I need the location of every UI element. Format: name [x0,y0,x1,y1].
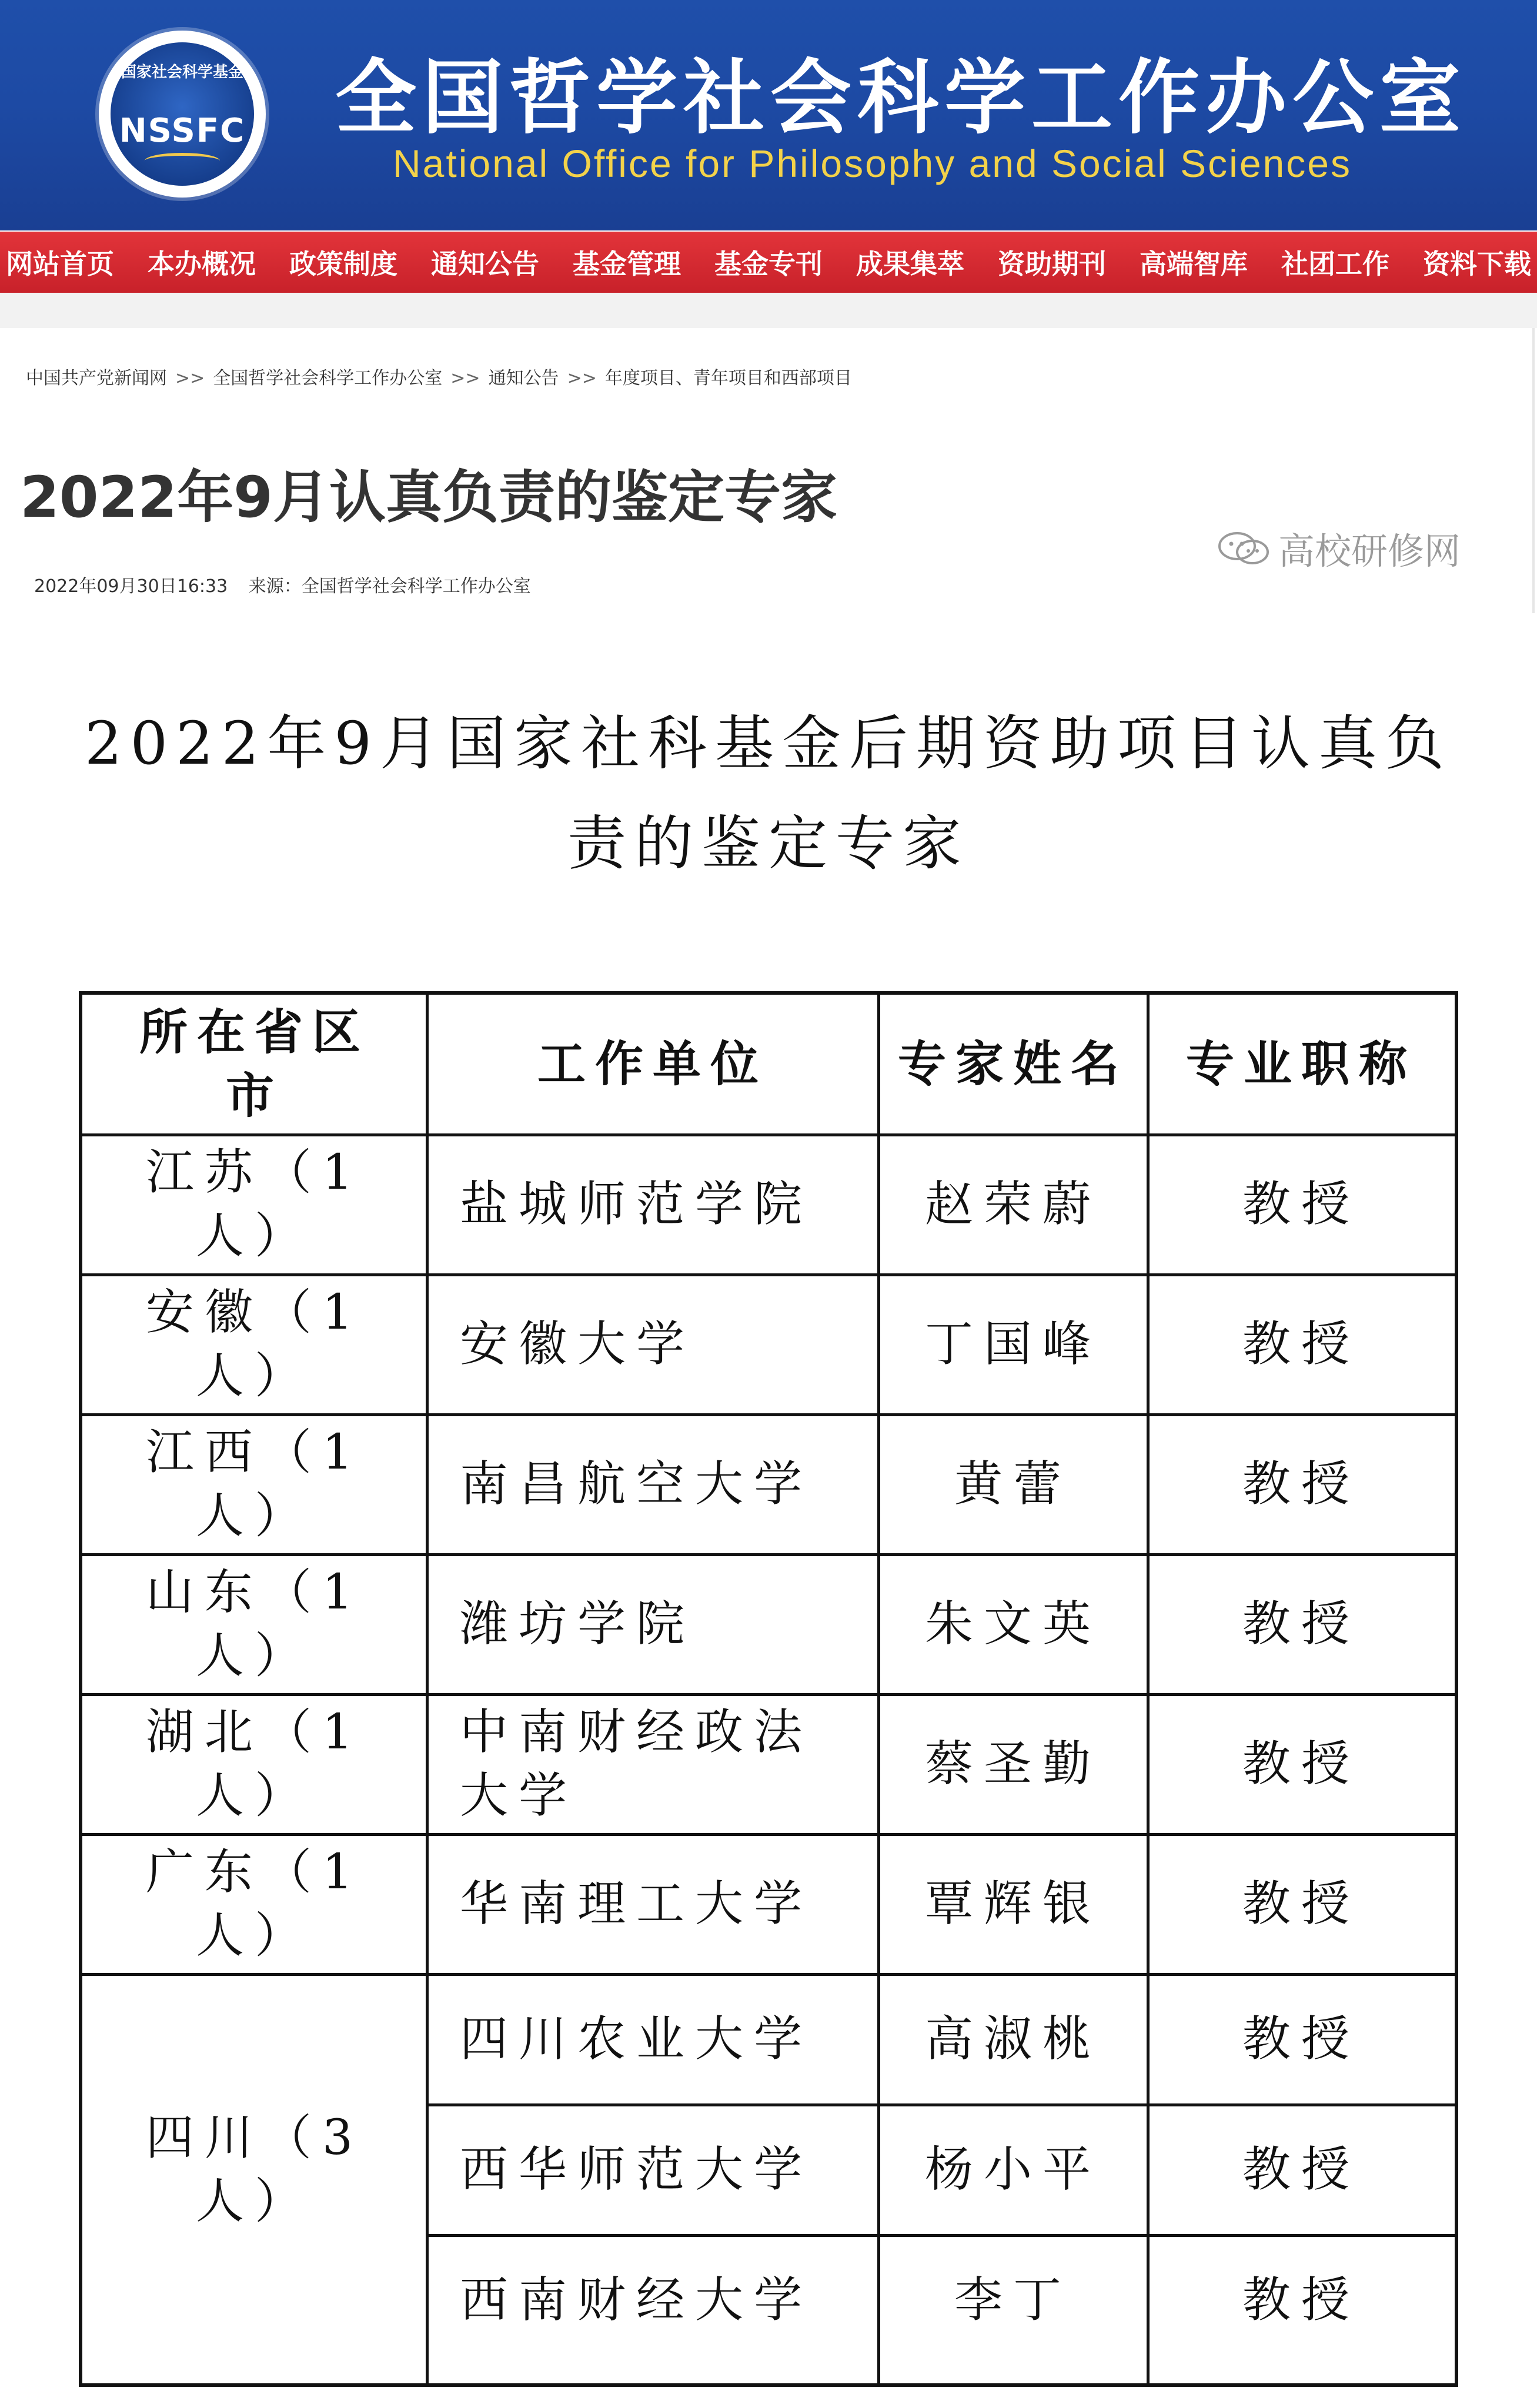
document-title-line1: 2022年9月国家社科基金后期资助项目认真负 [84,709,1453,778]
breadcrumb-link[interactable]: 通知公告 [488,368,559,389]
title-cell: 教授 [1242,1176,1360,1232]
province-cell: 广东（1人） [145,1844,364,1964]
title-cell: 教授 [1242,2142,1360,2198]
expert-name-cell: 蔡圣勤 [924,1736,1101,1792]
logo-emblem [111,42,254,186]
province-cell: 山东（1人） [145,1564,364,1684]
title-cell: 教授 [1242,1456,1360,1512]
expert-name-cell: 李丁 [954,2272,1072,2328]
title-cell: 教授 [1242,1876,1360,1932]
expert-name-cell: 丁国峰 [924,1316,1101,1372]
breadcrumb-separator: >> [450,368,480,389]
book-icon [145,153,220,169]
nav-item[interactable]: 政策制度 [289,248,397,280]
unit-cell: 西南财经大学 [460,2272,813,2328]
wechat-icon [1216,531,1272,566]
breadcrumb-link[interactable]: 全国哲学社会科学工作办公室 [213,368,443,389]
article-title: 2022年9月认真负责的鉴定专家 [20,464,837,530]
breadcrumb-separator: >> [567,368,597,389]
column-header: 所在省区市 [139,1005,370,1124]
title-cell: 教授 [1242,1596,1360,1652]
expert-name-cell: 赵荣蔚 [924,1176,1101,1232]
nav-item[interactable]: 通知公告 [431,248,539,280]
logo-ring-text: 国家社会科学基金 [121,63,243,81]
experts-table [79,991,1458,2387]
document-title [59,694,1478,894]
unit-cell: 安徽大学 [460,1316,696,1372]
site-title: 全国哲学社会科学工作办公室 [335,51,1467,145]
nav-item[interactable]: 社团工作 [1281,248,1389,280]
document-title-line2: 责的鉴定专家 [567,809,970,878]
province-cell: 四川（3人） [145,2110,364,2229]
province-cell: 江西（1人） [145,1424,364,1544]
nav-item[interactable]: 成果集萃 [856,248,964,280]
expert-name-cell: 朱文英 [924,1596,1101,1652]
article-meta [34,571,546,597]
expert-name-cell: 覃辉银 [924,1876,1101,1932]
nav-item[interactable]: 资料下载 [1423,248,1531,280]
panel-spacer [0,293,1537,328]
title-cell: 教授 [1242,2272,1360,2328]
province-cell: 安徽（1人） [145,1285,364,1404]
nav-item[interactable]: 资助期刊 [998,248,1106,280]
province-cell: 湖北（1人） [145,1704,364,1824]
nav-item[interactable]: 网站首页 [6,248,114,280]
expert-name-cell: 黄蕾 [954,1456,1072,1512]
site-banner [0,0,1537,230]
unit-cell: 盐城师范学院 [460,1176,813,1232]
breadcrumb-separator: >> [175,368,205,389]
column-header: 专业职称 [1185,1036,1416,1092]
unit-cell: 中南财经政法大学 [460,1704,813,1824]
column-header: 专家姓名 [897,1036,1128,1092]
nav-item[interactable]: 基金管理 [573,248,681,280]
site-subtitle: National Office for Philosophy and Social Sciences [393,142,1352,185]
unit-cell: 华南理工大学 [460,1876,813,1932]
title-cell: 教授 [1242,1316,1360,1372]
nssfc-logo[interactable] [99,31,266,198]
logo-text: NSSFC [119,112,246,150]
title-cell: 教授 [1242,2011,1360,2067]
watermark [1216,522,1461,574]
expert-name-cell: 高淑桃 [924,2011,1101,2067]
province-cell: 江苏（1人） [145,1145,364,1264]
nav-item[interactable]: 高端智库 [1140,248,1248,280]
breadcrumb-link[interactable]: 中国共产党新闻网 [26,368,167,389]
breadcrumb [26,363,852,389]
title-cell: 教授 [1242,1736,1360,1792]
main-nav [0,232,1537,293]
nav-item[interactable]: 本办概况 [148,248,256,280]
unit-cell: 南昌航空大学 [460,1456,813,1512]
expert-name-cell: 杨小平 [924,2142,1101,2198]
breadcrumb-link[interactable]: 年度项目、青年项目和西部项目 [604,368,852,389]
unit-cell: 潍坊学院 [460,1596,696,1652]
nav-item[interactable]: 基金专刊 [714,248,823,280]
article-source: 来源：全国哲学社会科学工作办公室 [248,576,531,597]
column-header: 工作单位 [537,1036,768,1092]
unit-cell: 四川农业大学 [460,2011,813,2067]
watermark-text: 高校研修网 [1278,530,1461,573]
unit-cell: 西华师范大学 [460,2142,813,2198]
article-date: 2022年09月30日16:33 [34,576,228,597]
